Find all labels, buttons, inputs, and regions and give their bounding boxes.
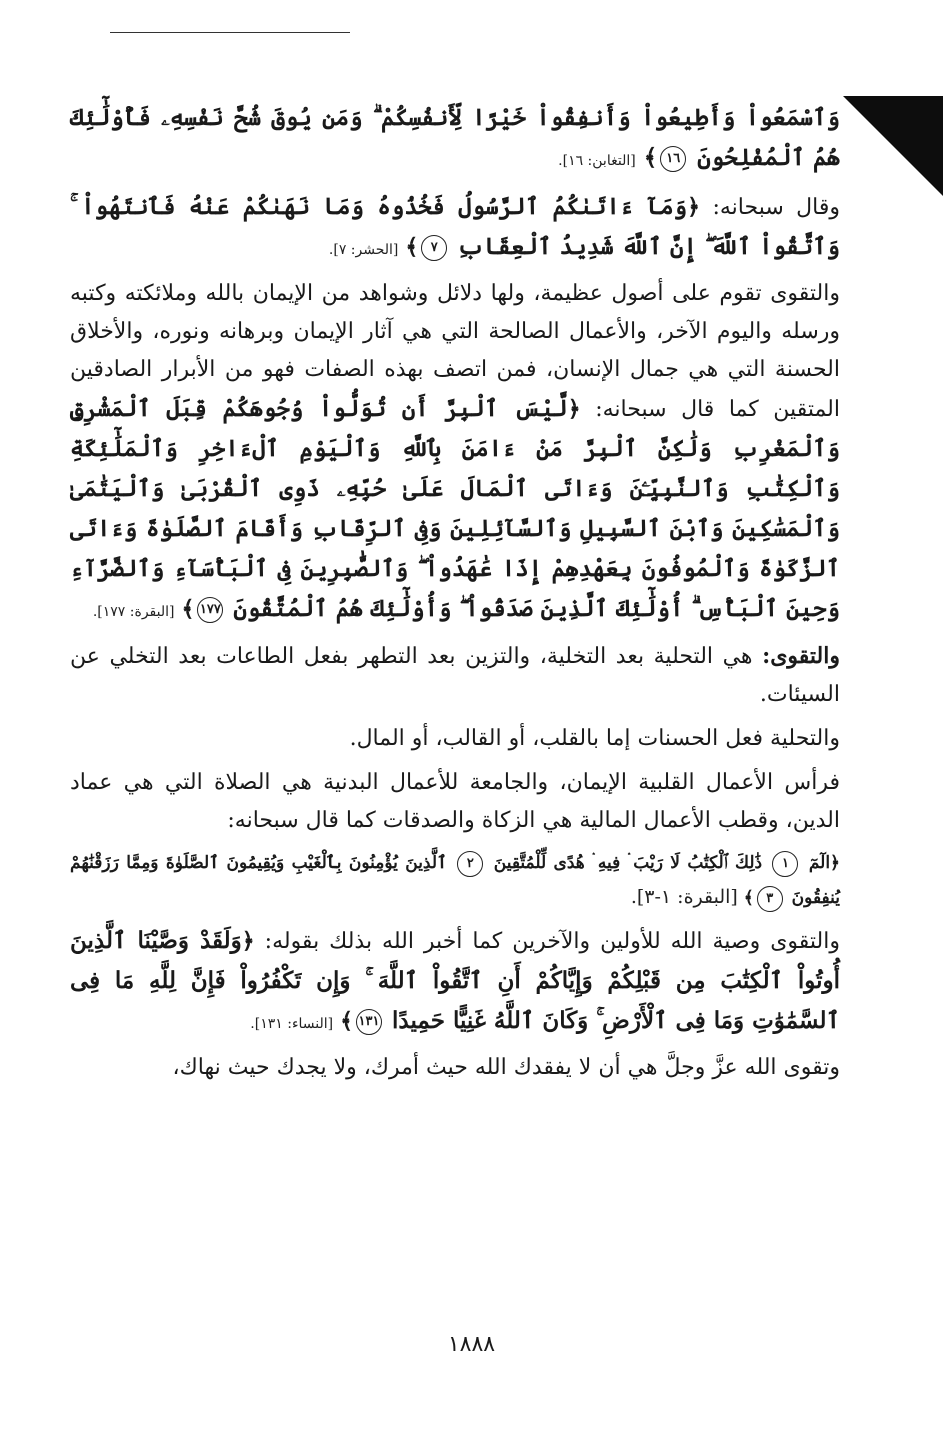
- paragraph-text: والتحلية فعل الحسنات إما بالقلب، أو القالب، أو المال.: [349, 726, 840, 751]
- open-bracket: ﴿: [241, 928, 255, 954]
- close-bracket: ﴾: [405, 234, 419, 260]
- quran-verse-baqarah-1-3: [70, 846, 840, 915]
- ayah-number: ٧: [421, 235, 447, 261]
- paragraph-tahliya: [70, 720, 840, 758]
- paragraph-taqwa-foundations: [70, 275, 840, 631]
- close-bracket: ﴾: [181, 596, 195, 622]
- paragraph-text: وتقوى الله عزَّ وجلَّ هي أن لا يفقدك الله حيث أمرك، ولا يجدك حيث نهاك،: [172, 1055, 840, 1080]
- verse-text: وَلَقَدْ وَصَّيْنَا ٱلَّذِينَ أُوتُواْ ٱلْكِتَٰبَ مِن قَبْلِكُمْ وَإِيَّاكُمْ أَنِ ٱتَّقُواْ ٱللَّهَ ۚ وَإِن تَكْفُرُواْ فَإِنَّ لِلَّهِ مَا فِى ٱلسَّمَٰوَٰتِ وَمَا فِى ٱلْأَرْضِ ۚ وَكَانَ ٱللَّهُ غَنِيًّا حَمِيدًا: [70, 927, 840, 1034]
- verse-text: ذَٰلِكَ ٱلْكِتَٰبُ لَا رَيْبَ ۛ فِيهِ ۛ هُدًى لِّلْمُتَّقِينَ: [493, 853, 763, 873]
- open-bracket: ﴿: [830, 853, 841, 873]
- verse-reference: [النساء: ١٣١].: [250, 1016, 334, 1032]
- close-bracket: ﴾: [643, 144, 658, 171]
- paragraph-intro: وقال سبحانه:: [700, 195, 840, 220]
- ayah-number: ١٧٧: [197, 597, 223, 623]
- paragraph-taqwa-definition: [70, 637, 840, 714]
- verse-reference: [الحشر: ٧].: [328, 242, 399, 258]
- verse-reference: [البقرة: ١-٣].: [630, 886, 738, 908]
- ayah-number: ١٦: [660, 146, 686, 172]
- paragraph-taqwa-meaning: [70, 1049, 840, 1087]
- paragraph-hashr: [70, 187, 840, 269]
- paragraph-deeds: [70, 764, 840, 840]
- ayah-number: ٣: [757, 886, 783, 912]
- ayah-number: ٢: [457, 851, 483, 877]
- verse-text: وَٱسْمَعُواْ وَأَطِيعُواْ وَأَنفِقُواْ خَيْرًا لِّأَنفُسِكُمْ ۗ وَمَن يُوقَ شُحَّ نَفْسِهِۦ فَأُوْلَٰٓئِكَ هُمُ ٱلْمُفْلِحُونَ: [70, 104, 840, 171]
- verse-text: وَمَآ ءَاتَىٰكُمُ ٱلرَّسُولُ فَخُذُوهُ وَمَا نَهَىٰكُمْ عَنْهُ فَٱنتَهُواْ ۚ وَٱتَّقُواْ ٱللَّهَ ۖ إِنَّ ٱللَّهَ شَدِيدُ ٱلْعِقَابِ: [70, 193, 840, 260]
- paragraph-text: فرأس الأعمال القلبية الإيمان، والجامعة للأعمال البدنية هي الصلاة التي هي عماد الدين، وقطب الأعمال المالية هي الزكاة والصدقات كما قال سبحانه:: [70, 770, 840, 833]
- close-bracket: ﴾: [340, 1008, 354, 1034]
- page-number: ١٨٨٨: [447, 1332, 496, 1357]
- verse-text: لَّيْسَ ٱلْبِرَّ أَن تُوَلُّواْ وُجُوهَكُمْ قِبَلَ ٱلْمَشْرِقِ وَٱلْمَغْرِبِ وَلَٰكِنَّ ٱلْبِرَّ مَنْ ءَامَنَ بِٱللَّهِ وَٱلْيَوْمِ ٱلْءَاخِرِ وَٱلْمَلَٰٓئِكَةِ وَٱلْكِتَٰبِ وَٱلنَّبِيِّـۧنَ وَءَاتَى ٱلْمَالَ عَلَىٰ حُبِّهِۦ ذَوِى ٱلْقُرْبَىٰ وَٱلْيَتَٰمَىٰ وَٱلْمَسَٰكِينَ وَٱبْنَ ٱلسَّبِيلِ وَٱلسَّآئِلِينَ وَفِى ٱلرِّقَابِ وَأَقَامَ ٱلصَّلَوٰةَ وَءَاتَى ٱلزَّكَوٰةَ وَٱلْمُوفُونَ بِعَهْدِهِمْ إِذَا عَٰهَدُواْ ۖ وَٱلصَّٰبِرِينَ فِى ٱلْبَأْسَآءِ وَٱلضَّرَّآءِ وَحِينَ ٱلْبَأْسِ ۗ أُوْلَٰٓئِكَ ٱلَّذِينَ صَدَقُواْ ۖ وَأُوْلَٰٓئِكَ هُمُ ٱلْمُتَّقُونَ: [70, 395, 840, 622]
- page-corner-tab: [843, 96, 943, 196]
- paragraph-text: هي التحلية بعد التخلية، والتزين بعد التطهر بفعل الطاعات بعد التخلي عن السيئات.: [70, 644, 840, 707]
- term-lead: والتقوى:: [762, 643, 840, 669]
- quran-verse-taghabun: [70, 98, 840, 181]
- page-body: [70, 98, 840, 1093]
- verse-reference: [التغابن: ١٦].: [558, 153, 636, 169]
- paragraph-text: والتقوى وصية الله للأولين والآخرين كما أخبر الله بذلك بقوله:: [254, 929, 840, 954]
- ayah-number: ١: [772, 851, 798, 877]
- paragraph-text: والتقوى تقوم على أصول عظيمة، ولها دلائل وشواهد من الإيمان بالله وملائكته وكتبه ورسله واليوم الآخر، والأعمال الصالحة التي هي آثار الإيمان وبرهانه ونوره، والأخلاق الحسنة التي هي جمال الإنسان، فمن اتصف بهذه الصفات فهو من الأبرار الصادقين المتقين كما قال سبحانه:: [70, 281, 840, 422]
- verse-text: ٱلَّذِينَ يُؤْمِنُونَ بِٱلْغَيْبِ وَيُقِيمُونَ ٱلصَّلَوٰةَ وَمِمَّا رَزَقْنَٰهُمْ يُنفِقُونَ: [70, 853, 840, 908]
- verse-reference: [البقرة: ١٧٧].: [92, 604, 175, 620]
- close-bracket: ﴾: [743, 888, 754, 908]
- paragraph-wasiyya: [70, 921, 840, 1043]
- header-rule: [110, 32, 350, 33]
- verse-text: الٓمٓ: [808, 853, 831, 873]
- open-bracket: ﴿: [687, 194, 701, 220]
- ayah-number: ١٣١: [356, 1009, 382, 1035]
- open-bracket: ﴿: [567, 396, 581, 422]
